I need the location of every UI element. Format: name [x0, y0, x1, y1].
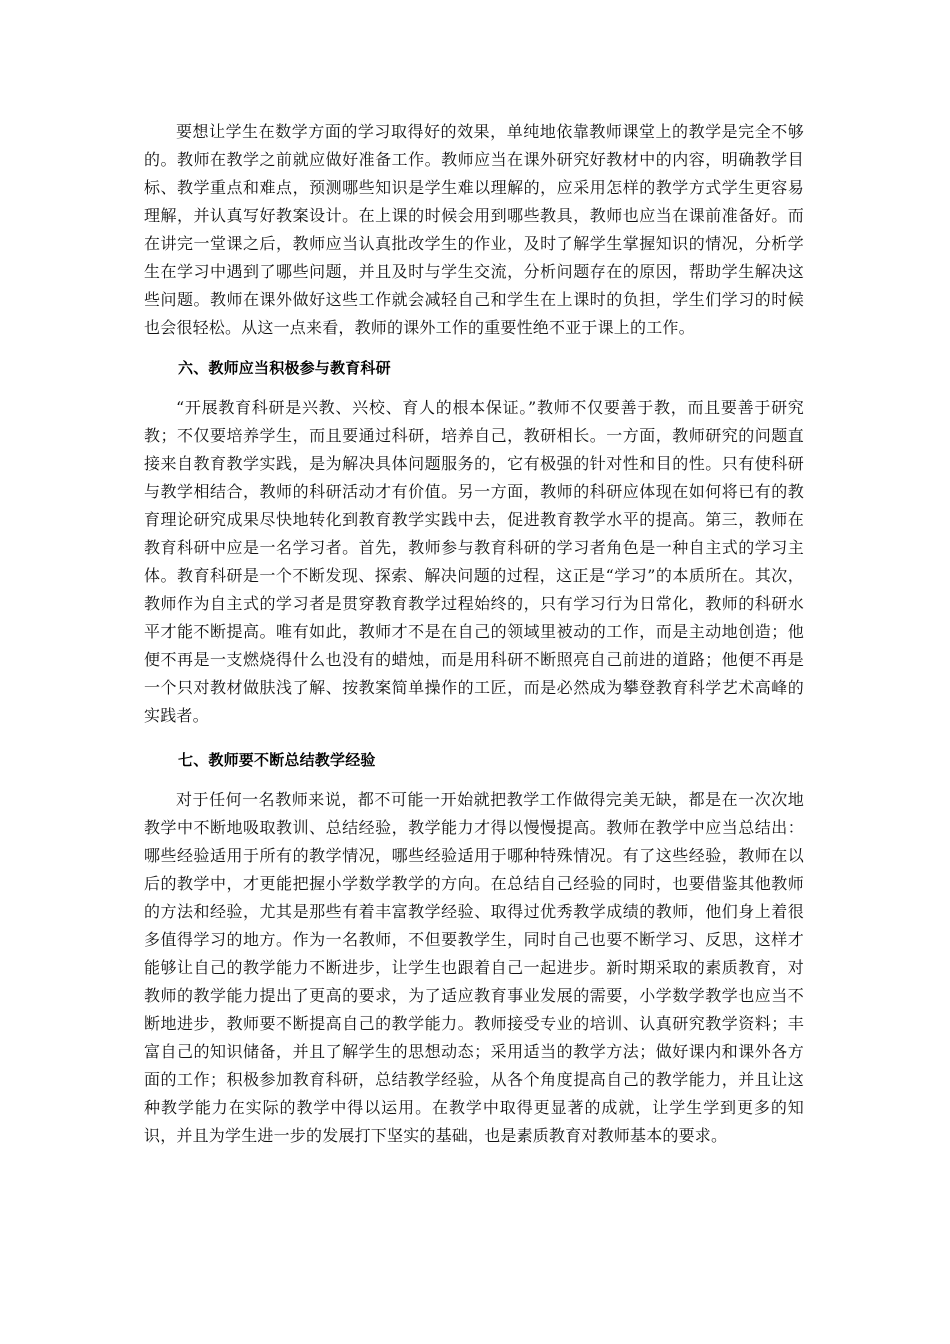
paragraph-education-research: “开展教育科研是兴教、兴校、育人的根本保证。”教师不仅要善于教，而且要善于研究教；不仅要培养学生，而且要通过科研，培养自己，教研相长。一方面，教师研究的问题直接来自教育教学实践，是为解决具体问题服务的，它有极强的针对性和目的性。只有使科研与教学相结合，教师的科研活动才有价值。另一方面，教师的科研应体现在如何将已有的教育理论研究成果尽快地转化到教育教学实践中去，促进教育教学水平的提高。第三，教师在教育科研中应是一名学习者。首先，教师参与教育科研的学习者角色是一种自主式的学习主体。教育科研是一个不断发现、探索、解决问题的过程，这正是“学习”的本质所在。其次，教师作为自主式的学习者是贯穿教育教学过程始终的，只有学习行为日常化，教师的科研水平才能不断提高。唯有如此，教师才不是在自己的领域里被动的工作，而是主动地创造；他便不再是一支燃烧得什么也没有的蜡烛，而是用科研不断照亮自己前进的道路；他便不再是一个只对教材做肤浅了解、按教案简单操作的工匠，而是必然成为攀登教育科学艺术高峰的实践者。	[144, 398, 804, 725]
paragraph-after-class-work: 要想让学生在数学方面的学习取得好的效果，单纯地依靠教师课堂上的教学是完全不够的。教师在教学之前就应做好准备工作。教师应当在课外研究好教材中的内容，明确教学目标、教学重点和难点，预测哪些知识是学生难以理解的，应采用怎样的教学方式学生更容易理解，并认真写好教案设计。在上课的时候会用到哪些教具，教师也应当在课前准备好。而在讲完一堂课之后，教师应当认真批改学生的作业，及时了解学生掌握知识的情况，分析学生在学习中遇到了哪些问题，并且及时与学生交流，分析问题存在的原因，帮助学生解决这些问题。教师在课外做好这些工作就会减轻自己和学生在上课时的负担，学生们学习的时候也会很轻松。从这一点来看，教师的课外工作的重要性绝不亚于课上的工作。	[144, 122, 804, 337]
document-body	[144, 118, 804, 1150]
section-heading-six: 六、教师应当积极参与教育科研	[178, 359, 391, 377]
section-heading-seven: 七、教师要不断总结教学经验	[178, 751, 376, 769]
paragraph-teaching-experience: 对于任何一名教师来说，都不可能一开始就把教学工作做得完美无缺，都是在一次次地教学中不断地吸取教训、总结经验，教学能力才得以慢慢提高。教师在教学中应当总结出：哪些经验适用于所有的教学情况，哪些经验适用于哪种特殊情况。有了这些经验，教师在以后的教学中，才更能把握小学数学教学的方向。在总结自己经验的同时，也要借鉴其他教师的方法和经验，尤其是那些有着丰富教学经验、取得过优秀教学成绩的教师，他们身上着很多值得学习的地方。作为一名教师，不但要教学生，同时自己也要不断学习、反思，这样才能够让自己的教学能力不断进步，让学生也跟着自己一起进步。新时期采取的素质教育，对教师的教学能力提出了更高的要求，为了适应教育事业发展的需要，小学数学教学也应当不断地进步，教师要不断提高自己的教学能力。教师接受专业的培训、认真研究教学资料；丰富自己的知识储备，并且了解学生的思想动态；采用适当的教学方法；做好课内和课外各方面的工作；积极参加教育科研，总结教学经验，从各个角度提高自己的教学能力，并且让这种教学能力在实际的教学中得以运用。在教学中取得更显著的成就，让学生学到更多的知识，并且为学生进一步的发展打下坚实的基础，也是素质教育对教师基本的要求。	[144, 790, 804, 1145]
